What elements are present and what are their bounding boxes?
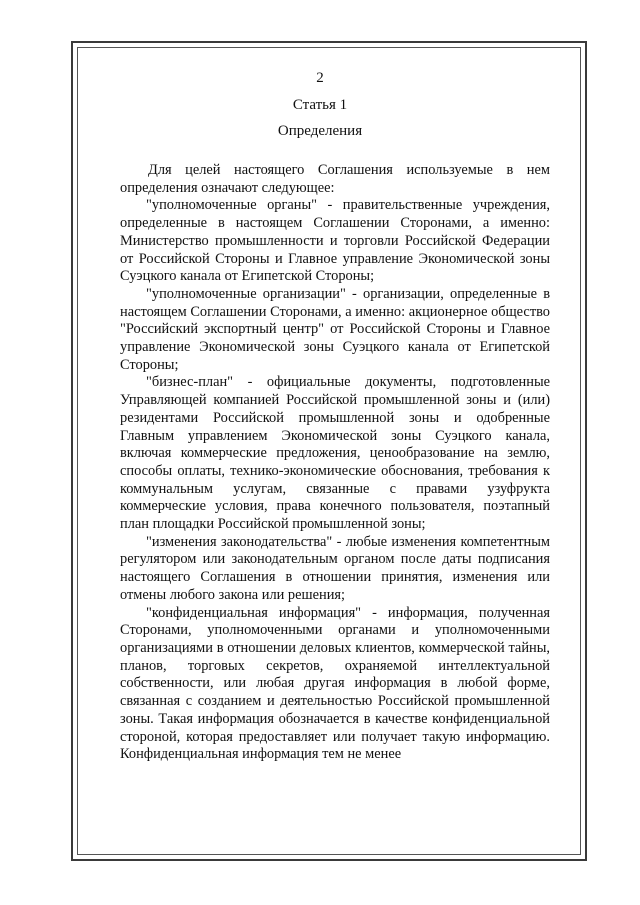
definition-business-plan: "бизнес-план" - официальные документы, подготовленные Управляющей компанией Российской промышленной зоны и (или) резидентами Российской промышленной зоны и одобренные Главным управлением Экономической зоны Суэцкого канала, включая коммерческие предложения, ценообразование на землю, способы оплаты, технико-экономические обоснования, требования к коммунальным услугам, связанные с правами узуфрукта коммерческие условия, права конечного пользователя, поэтапный план площадки Российской промышленной зоны; [120,374,550,533]
document-body [120,162,550,764]
page-number: 2 [316,70,324,86]
definition-authorized-organizations: "уполномоченные организации" - организации, определенные в настоящем Соглашении Сторонами, а именно: акционерное общество "Российский экспортный центр" от Российской Стороны и Главное управление Экономической зоны Суэцкого канала от Египетской Стороны; [120,285,550,373]
article-subtitle: Определения [277,123,363,139]
definition-legislation-changes: "изменения законодательства" - любые изменения компетентным регулятором или законодательным органом после даты подписания настоящего Соглашения в отношении принятия, изменения или отмены любого закона или решения; [120,533,550,603]
intro-paragraph: Для целей настоящего Соглашения используемые в нем определения означают следующее: [120,162,550,196]
article-title: Статья 1 [292,97,348,113]
definition-confidential-information: "конфиденциальная информация" - информация, полученная Сторонами, уполномоченными органами и уполномоченными организациями в отношении деловых клиентов, коммерческой тайны, планов, торговых секретов, охраняемой интеллектуальной собственности, или любая другая информация в любой форме, связанная с созданием и деятельностью Российской промышленной зоны. Такая информация обозначается в качестве конфиденциальной стороной, которая предоставляет или получает такую информацию. Конфиденциальная информация тем не менее [120,604,550,763]
definition-authorized-bodies: "уполномоченные органы" - правительственные учреждения, определенные в настоящем Соглашении Сторонами, а именно: Министерство промышленности и торговли Российской Федерации от Российской Стороны и Главное управление Экономической зоны Суэцкого канала от Египетской Стороны; [120,197,550,285]
